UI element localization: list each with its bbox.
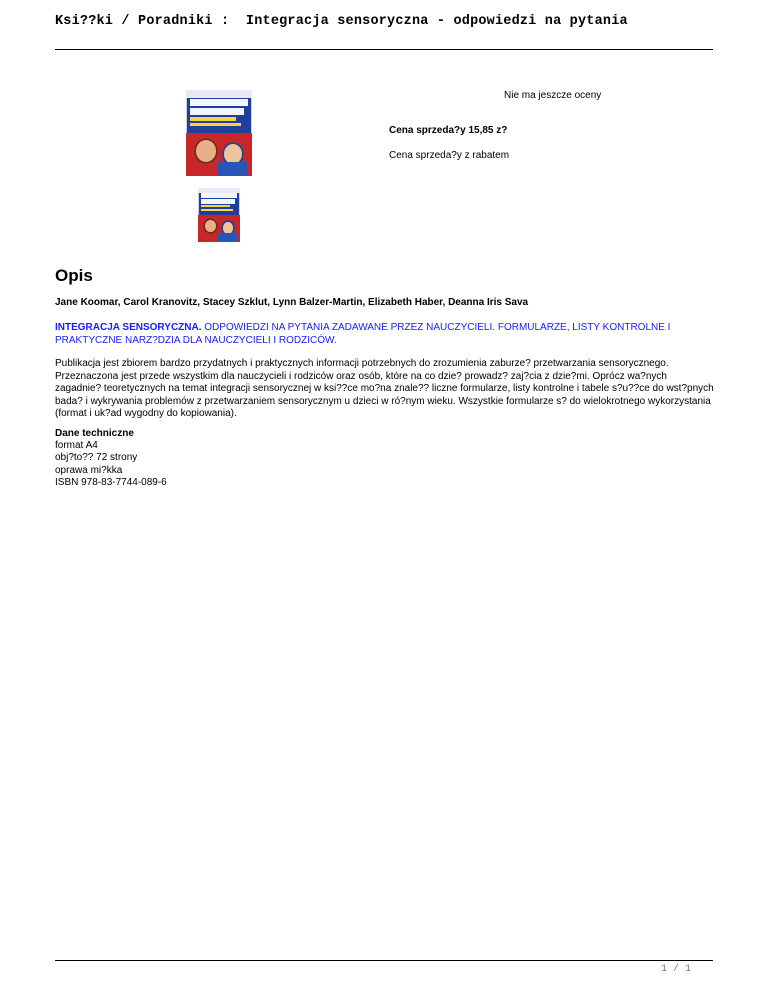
cover-title-line — [190, 108, 244, 115]
book-cover-thumbnail[interactable] — [198, 188, 240, 242]
cover-child-face — [194, 138, 218, 164]
technical-data-heading: Dane techniczne — [55, 428, 134, 439]
cover-title-line — [201, 193, 238, 198]
page-header-title: Ksi??ki / Poradniki : Integracja sensoryczna - odpowiedzi na pytania — [55, 14, 628, 29]
footer-divider — [55, 960, 713, 961]
cover-child-shirt — [218, 233, 236, 242]
cover-top-band — [198, 188, 240, 193]
tech-isbn: ISBN 978-83-7744-089-6 — [55, 476, 167, 488]
cover-subtitle-line — [190, 123, 241, 126]
tech-format: format A4 — [55, 440, 98, 452]
description-heading: Opis — [55, 266, 93, 285]
cover-child-shirt — [218, 162, 247, 176]
subtitle-rest: ODPOWIEDZI NA PYTANIA ZADAWANE PRZEZ NAUCZYCIELI. FORMULARZE, LISTY KONTROLNE I PRAKTYCZNE NARZ?DZIA DLA NAUCZYCIELI I RODZICÓW. — [55, 322, 671, 346]
header-divider — [55, 49, 713, 50]
page-indicator: 1 / 1 — [661, 964, 692, 975]
cover-top-band — [186, 90, 252, 98]
price-text: Cena sprzeda?y 15,85 z? — [389, 125, 508, 136]
tech-binding: oprawa mi?kka — [55, 464, 123, 476]
discount-price-label: Cena sprzeda?y z rabatem — [389, 150, 510, 161]
technical-data — [55, 428, 167, 489]
description-body: Publikacja jest zbiorem bardzo przydatnych i praktycznych informacji potrzebnych do zrozumienia zaburze? przetwarzania sensorycznego. Przeznaczona jest przede wszystkim dla nauczycieli i rodziców oraz osób, które na co dzie? prowadz? zaj?cia z dzie?mi. Oprócz wa?nych zagadnie? teoretycznych na temat integracji sensorycznej w ksi??ce mo?na znale?? liczne formularze, listy kontrolne i tabele s?u??ce do wst?pnych bada? i wykrywania problemów z przetwarzaniem sensorycznym u dzieci w ró?nym wieku. Wszystkie formularze s? do wielokrotnego wykorzystania (format i uk?ad wygodny do kopiowania). — [55, 358, 714, 419]
subtitle-bold: INTEGRACJA SENSORYCZNA. — [55, 322, 202, 333]
cover-subtitle-line — [201, 205, 230, 208]
tech-volume: obj?to?? 72 strony — [55, 452, 138, 464]
authors-line: Jane Koomar, Carol Kranovitz, Stacey Szklut, Lynn Balzer-Martin, Elizabeth Haber, Deanna Iris Sava — [55, 297, 529, 308]
cover-title-line — [190, 99, 248, 107]
book-cover-image[interactable] — [186, 90, 252, 176]
cover-subtitle-line — [201, 209, 234, 211]
book-subtitle — [55, 322, 705, 347]
rating-text: Nie ma jeszcze oceny — [504, 90, 602, 101]
cover-title-line — [201, 199, 235, 203]
cover-subtitle-line — [190, 117, 236, 121]
